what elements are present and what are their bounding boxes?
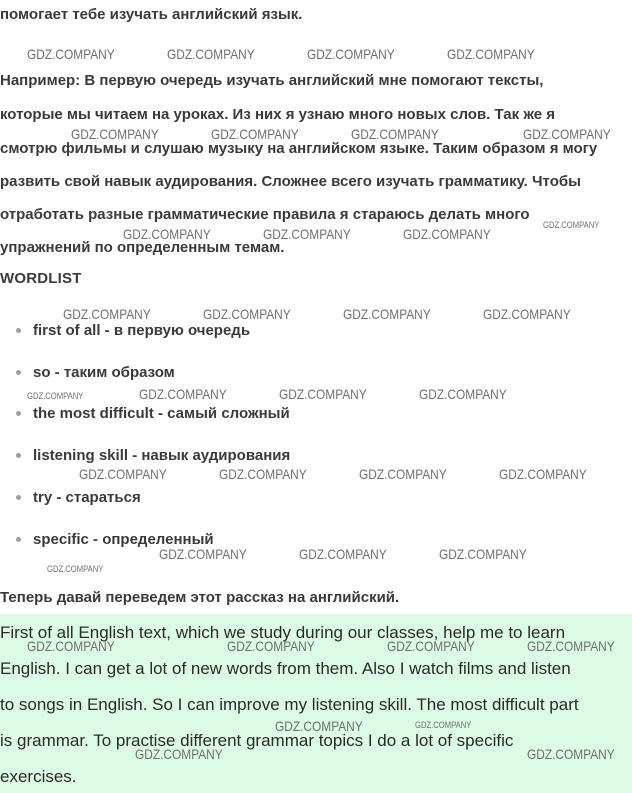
watermark: GDZ.COMPANY	[167, 46, 255, 62]
watermark: GDZ.COMPANY	[359, 466, 447, 482]
bullet-icon	[16, 328, 21, 333]
translate-intro: Теперь давай переведем этот рассказ на английский.	[0, 589, 400, 606]
bullet-icon	[16, 411, 21, 416]
watermark: GDZ.COMPANY	[275, 718, 363, 734]
watermark: GDZ.COMPANY	[227, 638, 315, 654]
watermark: GDZ.COMPANY	[123, 226, 211, 242]
list-item	[16, 447, 290, 464]
wordlist-title: WORDLIST	[0, 270, 82, 287]
intro-top-line: помогает тебе изучать английский язык.	[0, 6, 303, 23]
list-item-text: try - стараться	[33, 489, 141, 506]
list-item-text: specific - определенный	[33, 531, 214, 548]
watermark: GDZ.COMPANY	[523, 126, 611, 142]
watermark: GDZ.COMPANY	[27, 391, 84, 401]
watermark: GDZ.COMPANY	[159, 546, 247, 562]
bullet-icon	[16, 495, 21, 500]
answer-line: to songs in English. So I can improve my listening skill. The most difficult part	[0, 695, 579, 714]
watermark: GDZ.COMPANY	[351, 126, 439, 142]
list-item	[16, 364, 175, 381]
answer-line: exercises.	[0, 767, 77, 786]
example-line: смотрю фильмы и слушаю музыку на английском языке. Таким образом я могу	[0, 140, 598, 157]
watermark: GDZ.COMPANY	[211, 126, 299, 142]
list-item-text: so - таким образом	[33, 364, 175, 381]
watermark: GDZ.COMPANY	[499, 466, 587, 482]
answer-line: First of all English text, which we study during our classes, help me to learn	[0, 623, 566, 642]
watermark: GDZ.COMPANY	[387, 638, 475, 654]
example-line: Например: В первую очередь изучать английский мне помогают тексты,	[0, 72, 544, 89]
watermark: GDZ.COMPANY	[71, 126, 159, 142]
watermark: GDZ.COMPANY	[299, 546, 387, 562]
watermark: GDZ.COMPANY	[27, 46, 115, 62]
bullet-icon	[16, 453, 21, 458]
watermark: GDZ.COMPANY	[63, 306, 151, 322]
list-item-text: listening skill - навык аудирования	[33, 447, 291, 464]
watermark: GDZ.COMPANY	[203, 306, 291, 322]
watermark: GDZ.COMPANY	[135, 746, 223, 762]
list-item	[16, 322, 250, 339]
watermark: GDZ.COMPANY	[483, 306, 571, 322]
bullet-icon	[16, 370, 21, 375]
watermark: GDZ.COMPANY	[527, 746, 615, 762]
example-line: развить свой навык аудирования. Сложнее всего изучать грамматику. Чтобы	[0, 173, 581, 190]
watermark: GDZ.COMPANY	[263, 226, 351, 242]
example-line: упражнений по определенным темам.	[0, 239, 285, 256]
bullet-icon	[16, 537, 21, 542]
watermark: GDZ.COMPANY	[527, 638, 615, 654]
watermark: GDZ.COMPANY	[27, 638, 115, 654]
list-item-text: first of all - в первую очередь	[33, 322, 251, 339]
list-item-text: the most difficult - самый сложный	[33, 405, 290, 422]
watermark: GDZ.COMPANY	[47, 564, 104, 574]
watermark: GDZ.COMPANY	[439, 546, 527, 562]
watermark: GDZ.COMPANY	[343, 306, 431, 322]
list-item	[16, 489, 141, 506]
watermark: GDZ.COMPANY	[79, 466, 167, 482]
watermark: GDZ.COMPANY	[543, 220, 600, 230]
watermark: GDZ.COMPANY	[139, 386, 227, 402]
watermark: GDZ.COMPANY	[219, 466, 307, 482]
answer-line: English. I can get a lot of new words from them. Also I watch films and listen	[0, 659, 571, 678]
example-line: которые мы читаем на уроках. Из них я узнаю много новых слов. Так же я	[0, 106, 556, 123]
watermark: GDZ.COMPANY	[279, 386, 367, 402]
watermark: GDZ.COMPANY	[307, 46, 395, 62]
answer-line: is grammar. To practise different grammar topics I do a lot of specific	[0, 731, 514, 750]
watermark: GDZ.COMPANY	[419, 386, 507, 402]
list-item	[16, 405, 290, 422]
watermark: GDZ.COMPANY	[415, 720, 472, 730]
watermark: GDZ.COMPANY	[447, 46, 535, 62]
example-line: отработать разные грамматические правила я стараюсь делать много	[0, 206, 530, 223]
watermark: GDZ.COMPANY	[403, 226, 491, 242]
